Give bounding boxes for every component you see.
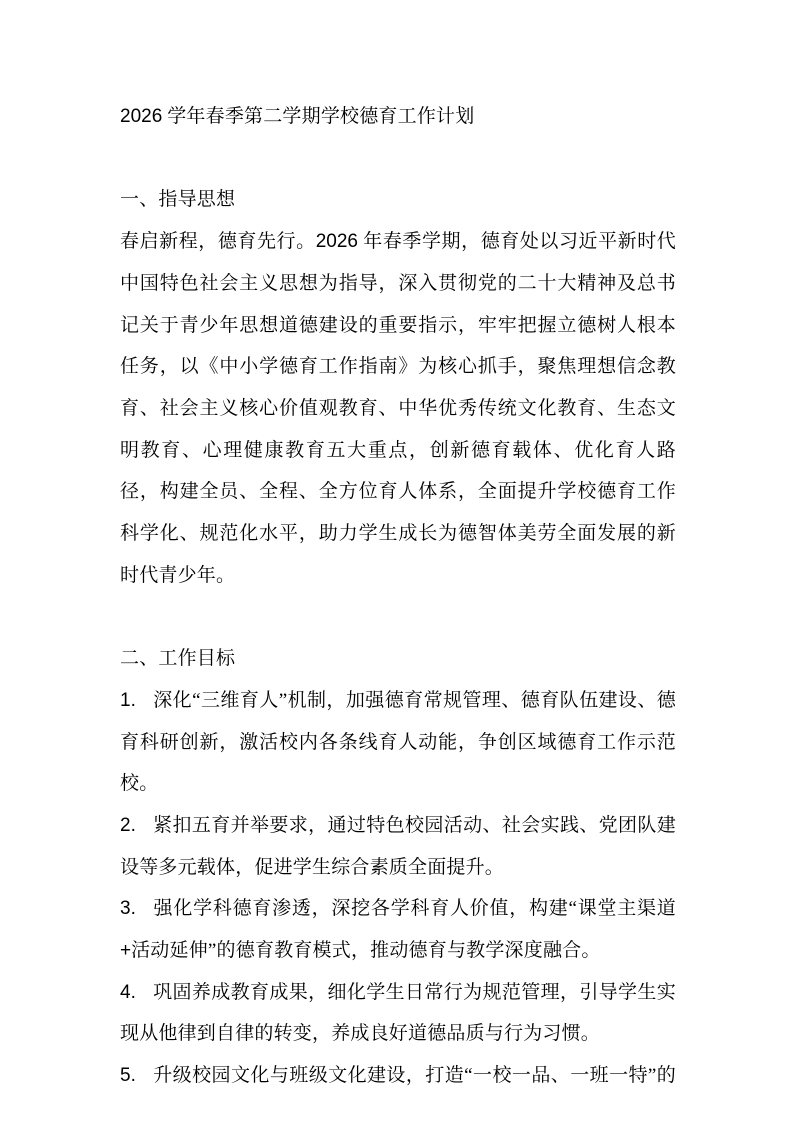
list-item-text: 强化学科德育渗透，深挖各学科育人价值，构建“课堂主渠道+活动延伸”的德育教育模式，推动德育与教学深度融合。 [120, 898, 676, 962]
document-title: 2026 学年春季第二学期学校德育工作计划 [120, 106, 475, 127]
list-item [120, 805, 676, 888]
list-item-text: 紧扣五育并举要求，通过特色校园活动、社会实践、党团队建设等多元载体，促进学生综合素质全面提升。 [120, 814, 676, 878]
section-guiding-ideology [120, 179, 676, 596]
section-work-goals [120, 638, 676, 1097]
section-paragraph: 春启新程，德育先行。2026 年春季学期，德育处以习近平新时代中国特色社会主义思想为指导，深入贯彻党的二十大精神及总书记关于青少年思想道德建设的重要指示，牢牢把握立德树人根本任务，以《中小学德育工作指南》为核心抓手，聚焦理想信念教育、社会主义核心价值观教育、中华优秀传统文化教育、生态文明教育、心理健康教育五大重点，创新德育载体、优化育人路径，构建全员、全程、全方位育人体系，全面提升学校德育工作科学化、规范化水平，助力学生成长为德智体美劳全面发展的新时代青少年。 [120, 231, 676, 586]
list-item-number: 4. [120, 981, 136, 1003]
section-heading: 二、工作目标 [120, 648, 236, 670]
section-heading: 一、指导思想 [120, 189, 236, 211]
list-item-number: 1. [120, 689, 136, 711]
list-item-text: 深化“三维育人”机制，加强德育常规管理、德育队伍建设、德育科研创新，激活校内各条线育人动能，争创区域德育工作示范校。 [120, 689, 676, 795]
list-item [120, 680, 676, 805]
list-item [120, 888, 676, 971]
list-item-number: 2. [120, 814, 136, 836]
list-item-number: 3. [120, 898, 136, 920]
list-item-text: 巩固养成教育成果，细化学生日常行为规范管理，引导学生实现从他律到自律的转变，养成良好道德品质与行为习惯。 [120, 981, 676, 1045]
list-item-text: 升级校园文化与班级文化建设，打造“一校一品、一班一特”的 [153, 1065, 676, 1087]
list-item-number: 5. [120, 1065, 136, 1087]
list-item [120, 972, 676, 1055]
list-item [120, 1055, 676, 1097]
